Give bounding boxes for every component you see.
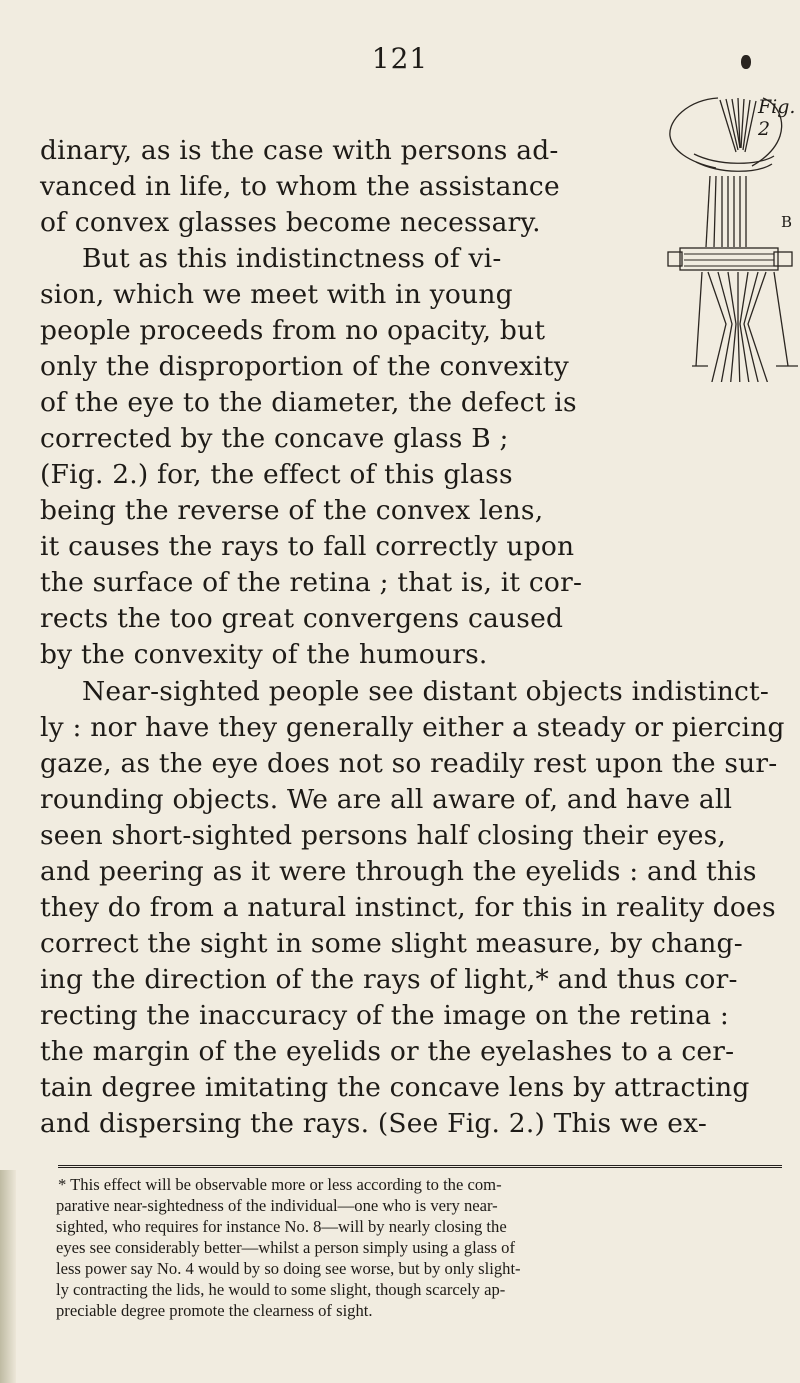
- text-line: Near-sighted people see distant objects indistinct-: [82, 676, 770, 707]
- text-line: and dispersing the rays. (See Fig. 2.) This we ex-: [40, 1108, 707, 1139]
- text-line: gaze, as the eye does not so readily rest upon the sur-: [40, 748, 778, 779]
- text-line: dinary, as is the case with persons ad-: [40, 135, 559, 166]
- text-line: of the eye to the diameter, the defect is: [40, 387, 577, 418]
- footnote-rule: [58, 1165, 782, 1168]
- page-number: 121: [371, 42, 429, 75]
- footnote-line: preciable degree promote the clearness of sight.: [56, 1301, 373, 1320]
- text-line: it causes the rays to fall correctly upon: [40, 531, 575, 562]
- footnote-line: eyes see considerably better—whilst a person simply using a glass of: [56, 1238, 515, 1257]
- text-line: But as this indistinctness of vi-: [82, 243, 502, 274]
- footnote-line: ly contracting the lids, he would to some slight, though scarcely ap-: [56, 1280, 506, 1299]
- text-line: sion, which we meet with in young: [40, 279, 513, 310]
- text-line: recting the inaccuracy of the image on the retina :: [40, 1000, 730, 1031]
- text-line: the surface of the retina ; that is, it cor-: [40, 567, 583, 598]
- text-line: vanced in life, to whom the assistance: [40, 171, 560, 202]
- footnote-line: * This effect will be observable more or less according to the com-: [58, 1175, 502, 1194]
- page-mark: [741, 55, 751, 69]
- figure-label: Fig. 2: [758, 96, 796, 140]
- text-line: by the convexity of the humours.: [40, 639, 488, 670]
- text-line: corrected by the concave glass B ;: [40, 423, 509, 454]
- text-line: only the disproportion of the convexity: [40, 351, 569, 382]
- text-line: (Fig. 2.) for, the effect of this glass: [40, 459, 513, 490]
- text-line: seen short-sighted persons half closing their eyes,: [40, 820, 727, 851]
- text-line: ing the direction of the rays of light,* and thus cor-: [40, 964, 738, 995]
- text-line: they do from a natural instinct, for this in reality does: [40, 892, 776, 923]
- text-line: and peering as it were through the eyelids : and this: [40, 856, 757, 887]
- lens-label: B: [781, 213, 793, 231]
- footnote-line: sighted, who requires for instance No. 8—will by nearly closing the: [56, 1217, 507, 1236]
- text-line: the margin of the eyelids or the eyelashes to a cer-: [40, 1036, 735, 1067]
- text-line: rounding objects. We are all aware of, and have all: [40, 784, 733, 815]
- text-line: of convex glasses become necessary.: [40, 207, 541, 238]
- text-line: ly : nor have they generally either a steady or piercing: [40, 712, 785, 743]
- text-line: correct the sight in some slight measure, by chang-: [40, 928, 743, 959]
- text-line: people proceeds from no opacity, but: [40, 315, 546, 346]
- margin-stain: [0, 1170, 16, 1383]
- footnote-line: less power say No. 4 would by so doing see worse, but by only slight-: [56, 1259, 521, 1278]
- text-line: rects the too great convergens caused: [40, 603, 564, 634]
- footnote-line: parative near-sightedness of the individual—one who is very near-: [56, 1196, 498, 1215]
- text-line: tain degree imitating the concave lens by attracting: [40, 1072, 750, 1103]
- text-line: being the reverse of the convex lens,: [40, 495, 544, 526]
